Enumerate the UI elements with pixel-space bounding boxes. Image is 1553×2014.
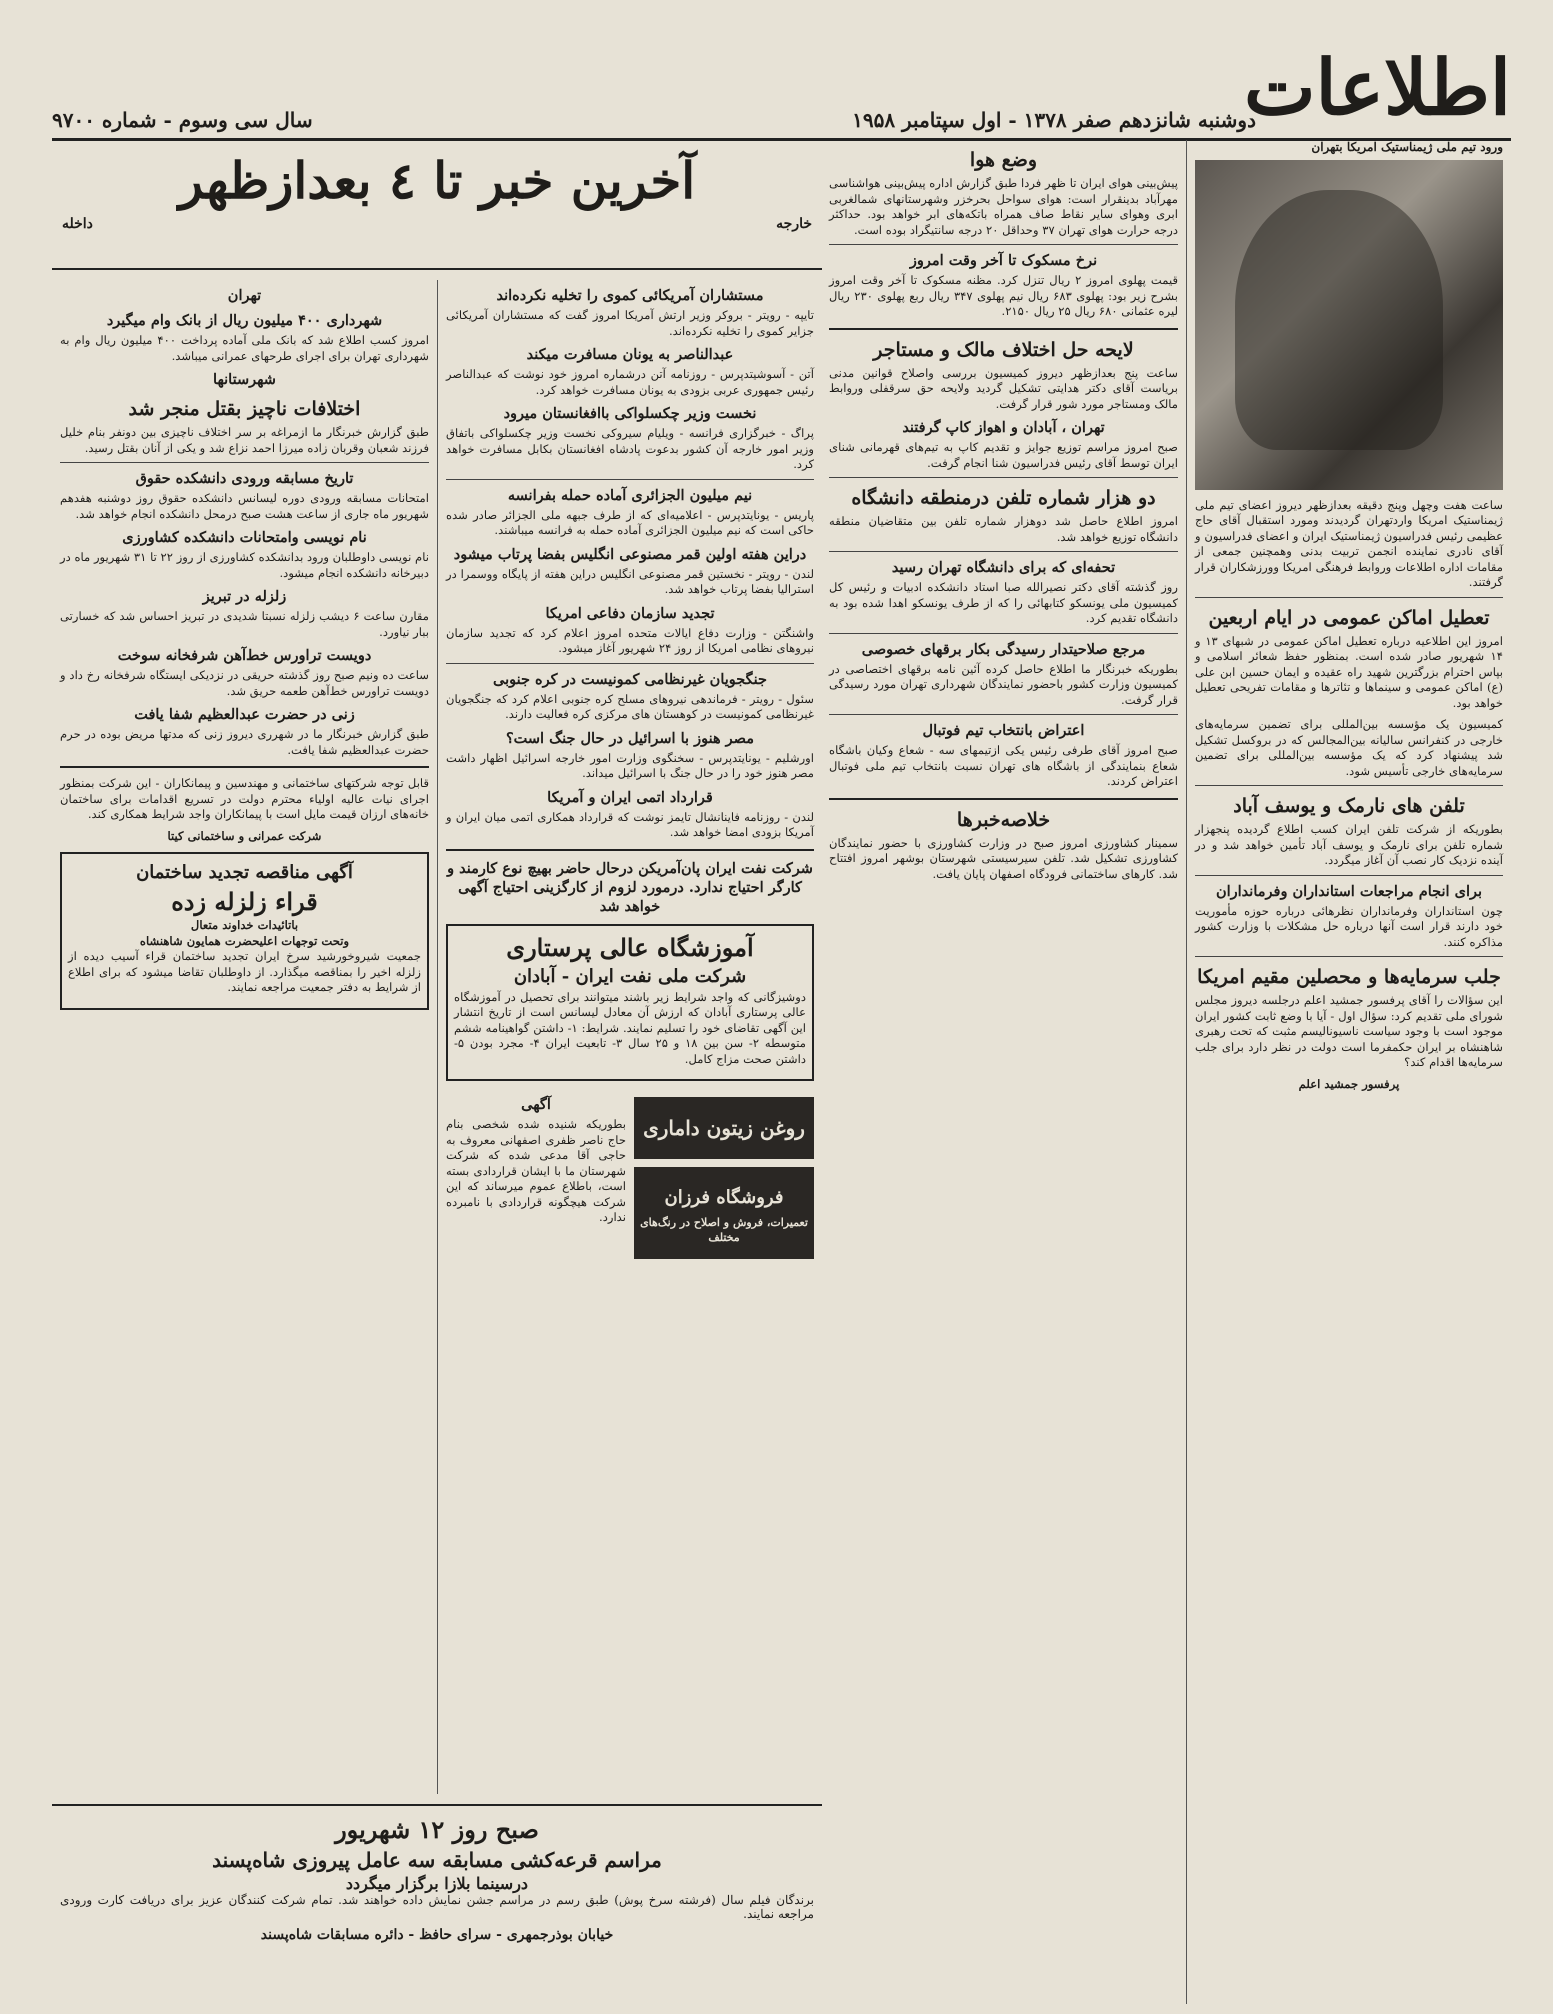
- ad-tender-sub: قراء زلزله زده: [171, 887, 318, 916]
- ad-lottery-place: درسینما بلازا برگزار میگردد: [345, 1874, 529, 1893]
- construction-sign: شرکت عمرانی و ساختمانی کیتا: [167, 828, 322, 843]
- article-nasser: آتن - آسوشیتدپرس - روزنامه آتن درشماره امروز خود نوشت که عبدالناصر رئیس جمهوری عربی بزودی به یونان مسافرت خواهد کرد.: [446, 367, 814, 397]
- headline-korea: جنگجویان غیرنظامی کمونیست در کره جنوبی: [493, 670, 767, 688]
- photo-article: ساعت هفت وچهل وپنج دقیقه بعدازظهر دیروز اعضای تیم ملی ژیمناستیک امریکا واردتهران گردیدند ومورد استقبال آقای حاج عظیمی رئیس فدراسیون ژیمناستیک ایران و اعضای فدراسیون و آقای نادری نماینده انجمن تربیت بدنی وهمچنین جمعی از مقامات اداره اطلاعات وروابط فرهنگی امریکا وورزشکاران قرار گرفتند.: [1195, 497, 1503, 589]
- article-phones-narmak: بطوریکه از شرکت تلفن ایران کسب اطلاع گردیده پنجهزار شماره تلفن برای نارمک و یوسف آباد تأمین خواهد شد و در آینده نزدیک کار نصب آن آغاز میگردد.: [1195, 822, 1503, 867]
- article-capital-students: این سؤالات را آقای پرفسور جمشید اعلم درجلسه دیروز مجلس شورای ملی تقدیم کرد: سؤال اول - آیا با وضع ثابت کشور ایران موجود است با وجود سیاست ناسیونالیسم مثبت که تحت رهبری شاهنشاه بر ایران حکمفرما است دولت در نظر دارد برای جلب سرمایه‌ها اقدام کند؟: [1195, 993, 1503, 1069]
- headline-agri: نام نویسی وامتحانات دانشکده کشاورزی: [122, 529, 367, 546]
- breaking-banner: [52, 140, 822, 270]
- article-law-exam: امتحانات مسابقه ورودی دوره لیسانس دانشکده حقوق روز دوشنبه هفدهم شهریور ماه جاری از ساعت هشت صبح درمحل دانشکده انجام خواهد شد.: [60, 491, 429, 521]
- headline-dispute: اختلافات ناچیز بقتل منجر شد: [128, 398, 361, 420]
- ad-shop-name: فروشگاه فرزان: [664, 1187, 784, 1208]
- ad-nursing-sub: شرکت ملی نفت ایران - آبادان: [513, 965, 747, 987]
- headline-algeria: نیم میلیون الجزائری آماده حمله بفرانسه: [507, 486, 753, 504]
- headline-quake: زلزله در تبریز: [202, 588, 287, 605]
- column-domestic: [52, 280, 437, 1794]
- column-foreign: [437, 280, 822, 1794]
- headline-defense: تجدید سازمان دفاعی امریکا: [545, 604, 715, 622]
- article-quake: مقارن ساعت ۶ دیشب زلزله نسبتا شدیدی در تبریز احساس شد که خسارتی ببار نیاورد.: [60, 609, 429, 639]
- article-governors: چون استانداران وفرمانداران نظرهائی درباره حوزه مأموریت خود دارند قرار است آنها درباره حل مشکلات با وزارت کشور مذاکره کنند.: [1195, 903, 1503, 949]
- ad-olive-oil: روغن زیتون داماری: [634, 1097, 814, 1159]
- tag-foreign: خارجه: [776, 216, 812, 232]
- article-satellite: لندن - رویتر - نخستین قمر مصنوعی انگلیس دراین هفته از پایگاه ووسمرا در استرالیا بفضا پرتاب خواهد شد.: [446, 566, 814, 596]
- headline-weather: وضع هوا: [969, 149, 1038, 171]
- gymnastics-team-photo: [1195, 160, 1503, 490]
- column-right: [1186, 140, 1511, 2004]
- article-cup: صبح امروز مراسم توزیع جوایز و تقدیم کاپ به تیم‌های قهرمانی شنای ایران توسط آقای رئیس فدراسیون شنا انجام گرفت.: [829, 440, 1178, 470]
- banner-headline: آخرین خبر تا ٤ بعدازظهر: [178, 151, 696, 210]
- article-arbaeen: امروز این اطلاعیه درباره تعطیل اماکن عمومی در شبهای ۱۳ و ۱۴ شهریور صادر شده است. بمنظور حفظ شعائر اسلامی و بپاس احترام بزرگترین شهید راه عقیده و ایمان حسین ابن علی (ع) اماکن عمومی و سینماها و تئاترها و مقامات تفریحی تعطیل خواهد بود.: [1195, 633, 1503, 710]
- article-algeria: پاریس - یونایتدپرس - اعلامیه‌ای که از طرف جبهه ملی الجزائر صادر شده حاکی است که نیم میلیون الجزائری آماده حمله به فرانسه میباشند.: [446, 507, 814, 537]
- headline-cup: تهران ، آبادان و اهواز کاپ گرفتند: [902, 419, 1105, 436]
- headline-fire: دویست تراورس خط‌آهن شرفخانه سوخت: [117, 647, 372, 664]
- headline-egypt: مصر هنوز با اسرائیل در حال جنگ است؟: [505, 729, 755, 747]
- ad-nursing: [446, 924, 814, 1082]
- column-mid-right: [821, 140, 1186, 2004]
- masthead: [52, 18, 1511, 141]
- article-loan: امروز کسب اطلاع شد که بانک ملی آماده پرداخت ۴۰۰ میلیون ریال وام به شهرداری تهران برای اجرای طرحهای عمرانی میباشد.: [60, 333, 430, 363]
- article-weather: پیش‌بینی هوای ایران تا ظهر فردا طبق گزارش اداره پیش‌بینی هواشناسی مهرآباد بدینقرار است: هوای سواحل بحرخزر وشهرستانهای شمالغربی ابری وهوای سایر نقاط صاف همراه باتکه‌های ابر خواهد بود. حداکثر درجه حرارت هوای تهران ۳۷ وحداقل ۲۰ درجه سانتیگراد بوده است.: [829, 176, 1178, 237]
- article-agri: نام نویسی داوطلبان ورود بدانشکده کشاورزی از روز ۲۲ تا ۳۱ شهریور ماه در دبیرخانه دانشکده انجام میشود.: [60, 550, 429, 580]
- article-egypt: اورشلیم - یونایتدپرس - سخنگوی وزارت امور خارجه اسرائیل اظهار داشت مصر هنوز خود را در حال جنگ با اسرائیل میداند.: [446, 750, 814, 780]
- headline-governors: برای انجام مراجعات استانداران وفرمانداران: [1215, 882, 1483, 900]
- ad-tender: [60, 852, 429, 1010]
- ad-nursing-title: آموزشگاه عالی پرستاری: [506, 932, 754, 962]
- headline-electricity: مرجع صلاحیتدار رسیدگی بکار برقهای خصوصی: [861, 640, 1146, 658]
- dateline: [52, 108, 1256, 138]
- article-football: صبح امروز آقای طرفی رئیس یکی ازتیمهای سه - شعاع وکیان باشگاه شعاع بنمایندگی از باشگاه های تهران نسبت بانتخاب تیم ملی فوتبال اعتراض کردند.: [829, 743, 1178, 788]
- ad-lottery: [52, 1804, 822, 2004]
- tag-tehran: تهران: [227, 287, 262, 304]
- article-korea: سئول - رویتر - فرماندهی نیروهای مسلح کره جنوبی اعلام کرد که جنگجویان غیرنظامی کمونیست در کوهستان های مرکزی کره فعالیت دارند.: [446, 691, 814, 721]
- ad-shop: [634, 1167, 814, 1259]
- headline-univ-phones: دو هزار شماره تلفن درمنطقه دانشگاه: [851, 487, 1156, 509]
- headline-czech: نخست وزیر چکسلواکی باافغانستان میرود: [503, 405, 757, 422]
- ad-lottery-address: خیابان بوذرجمهری - سرای حافظ - دائره مسابقات شاه‌پسند: [260, 1927, 614, 1943]
- ad-lottery-text: برندگان فیلم سال (فرشته سرخ پوش) طبق رسم در مراسم جشن نمایش داده خواهند شد. تمام شرکت کنندگان عزیز برای دریافت کارت ورودی مراجعه نمایند.: [60, 1893, 814, 1921]
- headline-nasser: عبدالناصر به یونان مسافرت میکند: [526, 346, 734, 363]
- article-univ-phones: امروز اطلاع حاصل شد دوهزار شماره تلفن بین متقاضیان منطقه دانشگاه توزیع خواهد شد.: [829, 514, 1178, 544]
- article-healing: طبق گزارش خبرنگار ما در شهرری دیروز زنی که مدتها مریض بوده در حرم حضرت عبدالعظیم شفا یافت.: [60, 727, 429, 757]
- issue-date: دوشنبه شانزدهم صفر ۱۳۷۸ - اول سپتامبر ۱۹۵۸: [852, 108, 1256, 132]
- article-advisors: تایپه - رویتر - بروکر وزیر ارتش آمریکا امروز گفت که مستشاران آمریکائی جزایر کموی را تخلیه نکرده‌اند.: [446, 308, 814, 338]
- article-dispute: طبق گزارش خبرنگار ما ازمراغه بر سر اختلاف ناچیزی بین دونفر بنام خلیل فرزند شعبان وقربان زاده میرزا احمد نزاع شد و یکی از آنان بقتل رسید.: [60, 425, 429, 455]
- headline-law-exam: تاریخ مسابقه ورودی دانشکده حقوق: [135, 470, 354, 487]
- ad-tender-text: جمعیت شیروخورشید سرخ ایران تجدید ساختمان قراء آسیب دیده از زلزله اخیر را بمناقصه میگذارد. از داوطلبان تقاضا میشود که برای اطلاع از شرایط به دفتر جمعیت مراجعه نمایند.: [68, 949, 421, 994]
- ad-shop-sub: تعمیرات، فروش و اصلاح در رنگ‌های مختلف: [640, 1216, 808, 1244]
- headline-atomic: قرارداد اتمی ایران و آمریکا: [547, 788, 713, 806]
- article-czech: پراگ - خبرگزاری فرانسه - ویلیام سیروکی نخست وزیر چکسلواکی باتفاق وزیر امور خارجه آن کشور بدعوت پادشاه افغانستان بکابل مسافرت خواهد کرد.: [446, 426, 814, 471]
- headline-capital-students: جلب سرمایه‌ها و محصلین مقیم امریکا: [1197, 966, 1501, 988]
- headline-loan: شهرداری ۴۰۰ میلیون ریال از بانک وام میگیرد: [106, 312, 383, 329]
- article-investment: کمیسیون یک مؤسسه بین‌المللی برای تضمین سرمایه‌های خارجی در کنفرانس سالیانه بین‌المجالس که در بروکسل تشکیل شد پیشنهاد کرد که یک مؤسسه بین‌المللی برای تضمین سرمایه‌های خارجی تأسیس شود.: [1195, 717, 1503, 778]
- article-brief: سمینار کشاورزی امروز صبح در وزارت کشاورزی با حضور نمایندگان کشاورزی تشکیل شد. تلفن سیرسیستی شهرستان بوشهر امروز افتتاح شد. کارهای ساختمانی فرودگاه اصفهان پایان یافت.: [829, 835, 1178, 881]
- signature: پرفسور جمشید اعلم: [1298, 1076, 1400, 1091]
- headline-univ-gift: تحفه‌ای که برای دانشگاه تهران رسید: [891, 559, 1116, 576]
- ad-tender-sub2: باتائیدات خداوند متعال: [190, 918, 299, 932]
- article-construction: قابل توجه شرکتهای ساختمانی و مهندسین و پیمانکاران - این شرکت بمنظور اجرای نیات عالیه اولیاء محترم دولت در تسریع اقدامات برای ساختمان خانه‌های ارزان قیمت مایل است با پیمانکاران واجد شرایط همکاری کند.: [60, 776, 429, 821]
- ad-notice-title: آگهی: [521, 1096, 551, 1113]
- newspaper-logo: اطلاعات: [1243, 43, 1511, 132]
- headline-coin: نرخ مسکوک تا آخر وقت امروز: [909, 252, 1098, 269]
- ad-tender-sub3: وتحت توجهات اعلیحضرت همایون شاهنشاه: [139, 933, 350, 948]
- headline-arbaeen: تعطیل اماکن عمومی در ایام اربعین: [1208, 606, 1490, 629]
- photo-caption: ورود تیم ملی ژیمناستیک امریکا بتهران: [1311, 140, 1503, 154]
- tag-provinces: شهرستانها: [213, 371, 276, 388]
- article-coin: قیمت پهلوی امروز ۲ ریال تنزل کرد. مظنه مسکوک تا آخر وقت امروز بشرح زیر بود: پهلوی ۶۸۳ ریال نیم پهلوی ۳۴۷ ریال ربع پهلوی ۲۳۰ ریال لیره عثمانی ۶۸۰ ریال ۲۵ ریال ۲۱۵۰.: [829, 273, 1178, 318]
- article-fire: ساعت ده ونیم صبح روز گذشته حریقی در نزدیکی ایستگاه شرفخانه رخ داد و دویست تراورس خط‌آهن طعمه حریق شد.: [60, 668, 429, 698]
- article-electricity: بطوریکه خبرنگار ما اطلاع حاصل کرده آئین نامه برقهای اختصاصی در کمیسیون وزارت کشور باحضور نمایندگان شهرداری تهران مورد رسیدگی قرار گرفت.: [829, 661, 1178, 707]
- ad-notice-text: بطوریکه شنیده شده شخصی بنام حاج ناصر ظفری اصفهانی معروف به حاجی آقا مدعی شده که شرکت شهرستان ما با ایشان قراردادی بسته است، باطلاع عموم میرساند که این شرکت هیچگونه قراردادی با نامبرده ندارد.: [446, 1117, 626, 1224]
- headline-satellite: دراین هفته اولین قمر مصنوعی انگلیس بفضا پرتاب میشود: [453, 545, 807, 563]
- tag-domestic: داخله: [62, 216, 93, 232]
- ad-nursing-text: دوشیزگانی که واجد شرایط زیر باشند میتوانند برای تحصیل در آموزشگاه عالی پرستاری آبادان که ارزش آن معادل لیسانس است از تاریخ انتشار این آگهی تقاضای خود را تسلیم نمایند. شرایط: ۱- داشتن گواهینامه ششم متوسطه ۲- سن بین ۱۸ و ۲۵ سال ۳- تابعیت ایران ۴- مجرد بودن ۵- داشتن صحت مزاج کامل.: [454, 989, 807, 1066]
- ad-tender-title: آگهی مناقصه تجدید ساختمان: [136, 862, 353, 883]
- headline-phones-narmak: تلفن های نارمک و یوسف آباد: [1233, 795, 1465, 817]
- ad-lottery-title: مراسم قرعه‌کشی مسابقه سه عامل پیروزی شاه‌پسند: [212, 1848, 662, 1872]
- article-landlord: ساعت پنج بعدازظهر دیروز کمیسیون بررسی واصلاح قوانین مدنی بریاست آقای دکتر هدایتی تشکیل گردید ولایحه حق سرقفلی وروابط مالک ومستاجر مورد شور قرار گرفت.: [829, 365, 1178, 411]
- article-univ-gift: روز گذشته آقای دکتر نصیرالله صبا استاد دانشکده ادبیات و رئیس کل کمیسیون ملی یونسکو کتابهائی را که از طرف یونسکو اهدا شده بود به دانشگاه تقدیم کرد.: [829, 580, 1178, 625]
- left-news-area: [52, 280, 822, 1794]
- ad-lottery-date: صبح روز ۱۲ شهریور: [335, 1815, 539, 1844]
- issue-number: سال سی وسوم - شماره ۹۷۰۰: [52, 108, 313, 132]
- headline-advisors: مستشاران آمریکائی کموی را تخلیه نکرده‌اند: [496, 287, 764, 304]
- headline-landlord: لایحه حل اختلاف مالک و مستاجر: [873, 338, 1134, 361]
- article-defense: واشنگتن - وزارت دفاع ایالات متحده امروز اعلام کرد که تجدید سازمان نیروهای نظامی امریکا از روز ۲۴ شهریور آغاز میشود.: [446, 625, 814, 655]
- headline-football: اعتراض بانتخاب تیم فوتبال: [922, 722, 1085, 739]
- article-atomic: لندن - روزنامه فاینانشال تایمز نوشت که قرارداد همکاری اتمی میان ایران و آمریکا بزودی امضا خواهد شد.: [446, 809, 814, 839]
- ad-oil-company: شرکت نفت ایران پان‌آمریکن درحال حاضر بهیچ نوع کارمند و کارگر احتیاج ندارد. درمورد لزوم از کارگزینی احتیاج آگهی خواهد شد: [447, 859, 813, 915]
- headline-healing: زنی در حضرت عبدالعظیم شفا یافت: [134, 706, 355, 723]
- headline-brief: خلاصه‌خبرها: [956, 808, 1051, 831]
